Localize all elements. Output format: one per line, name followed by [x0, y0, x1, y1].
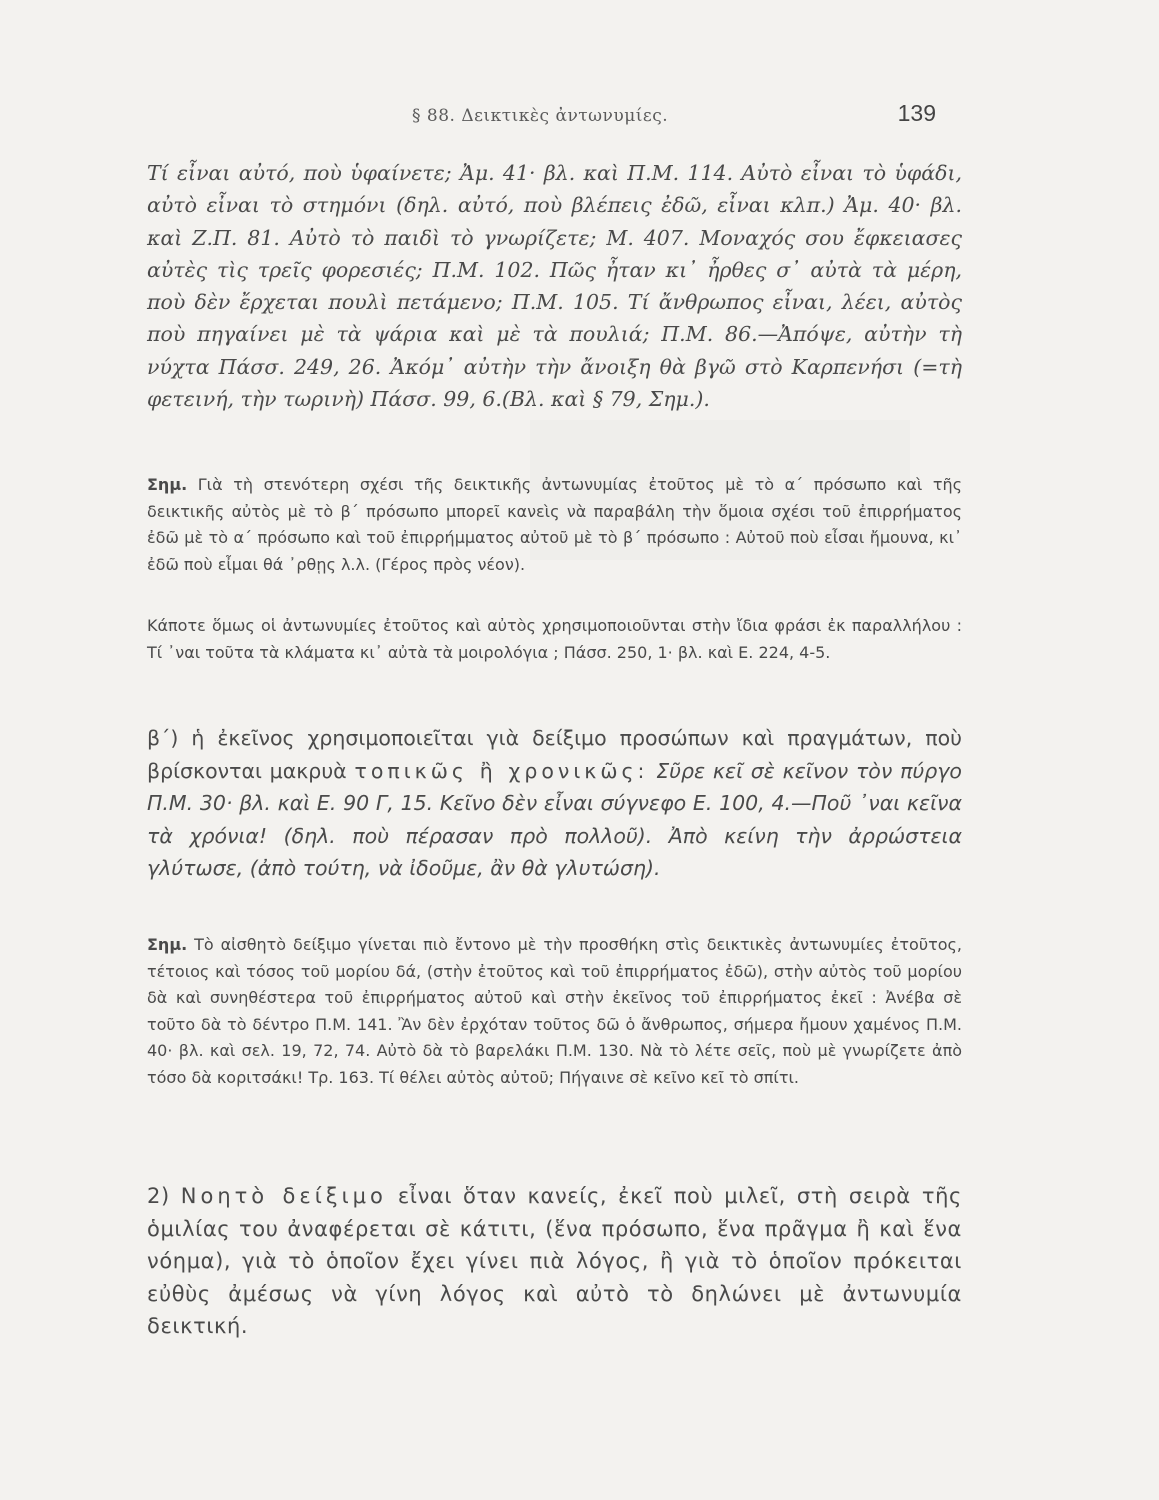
note-paragraph-1: [147, 472, 962, 612]
section-b-paragraph: [147, 722, 962, 917]
section-b-lead: β΄) ἡ ἐκεῖνος χρησιμοποιεῖται γιὰ δείξιμο προσώπων καὶ πραγμάτων, ποὺ βρίσκονται μακρυὰ: [147, 726, 962, 783]
section-2-paragraph: [147, 1180, 962, 1340]
note-text: Γιὰ τὴ στενότερη σχέσι τῆς δεικτικῆς ἀντωνυμίας ἐτοῦτος μὲ τὸ α΄ πρόσωπο καὶ τῆς δεικτικῆς αὐτὸς μὲ τὸ β΄ πρόσωπο μπορεῖ κανεὶς νὰ παραβάλη τὴν ὅμοια σχέσι τοῦ ἐπιρρήματος ἐδῶ μὲ τὸ α΄ πρόσωπο καὶ τοῦ ἐπιρρήμματος αὐτοῦ μὲ τὸ β΄ πρόσωπο : Αὐτοῦ ποὺ εἶσαι ἤμουνα, κι᾿ ἐδῶ ποὺ εἶμαι θά ᾿ρθῃς λ.λ. (Γέρος πρὸς νέον).: [147, 475, 962, 574]
note-label-2: Σημ.: [147, 935, 188, 954]
section-2-lead: 2): [147, 1184, 170, 1208]
page-number: 139: [897, 100, 936, 126]
running-header: [162, 100, 962, 134]
section-2-text: εἶναι ὅταν κανείς, ἐκεῖ ποὺ μιλεῖ, στὴ σειρὰ τῆς ὁμιλίας του ἀναφέρεται σὲ κάτιτι, (ἕνα πρόσωπο, ἕνα πρᾶγμα ἢ καὶ ἕνα νόημα), γιὰ τὸ ὁποῖον ἔχει γίνει πιὰ λόγος, ἢ γιὰ τὸ ὁποῖον πρόκειται εὐθὺς ἀμέσως νὰ γίνη λόγος καὶ αὐτὸ τὸ δηλώνει μὲ ἀντωνυμία δεικτική.: [147, 1184, 962, 1338]
note-paragraph-2: [147, 932, 962, 1147]
note-paragraph-1b: Κάποτε ὅμως οἱ ἀντωνυμίες ἐτοῦτος καὶ αὐτὸς χρησιμοποιοῦνται στὴν ἴδια φράσι ἐκ παραλλήλου : Τί ᾿ναι τοῦτα τὰ κλάματα κι᾿ αὐτὰ τὰ μοιρολόγια ; Πάσσ. 250, 1· βλ. καὶ Ε. 224, 4-5.: [147, 616, 962, 662]
section-b-examples: Σῦρε κεῖ σὲ κεῖνον τὸν πύργο Π.Μ. 30· βλ. καὶ Ε. 90 Γ, 15. Κεῖνο δὲν εἶναι σύγνεφο Ε. 100, 4.—Ποῦ ᾿ναι κεῖνα τὰ χρόνια! (δηλ. ποὺ πέρασαν πρὸ πολλοῦ). Ἀπὸ κείνη τὴν ἀρρώστεια γλύτωσε, (ἀπὸ τούτη, νὰ ἰδοῦμε, ἂν θὰ γλυτώση).: [147, 758, 962, 880]
note-label: Σημ.: [147, 475, 188, 494]
section-title: § 88. Δεικτικὲς ἀντωνυμίες.: [412, 106, 669, 126]
examples-paragraph: Τί εἶναι αὐτό, ποὺ ὑφαίνετε; Ἀμ. 41· βλ. καὶ Π.Μ. 114. Αὐτὸ εἶναι τὸ ὑφάδι, αὐτὸ εἶναι τὸ στημόνι (δηλ. αὐτό, ποὺ βλέπεις ἐδῶ, εἶναι κλπ.) Ἀμ. 40· βλ. καὶ Ζ.Π. 81. Αὐτὸ τὸ παιδὶ τὸ γνωρίζετε; Μ. 407. Μοναχός σου ἔφκειασες αὐτὲς τὶς τρεῖς φορεσιές; Π.Μ. 102. Πῶς ἦταν κι᾿ ἦρθες σ᾿ αὐτὰ τὰ μέρη, ποὺ δὲν ἔρχεται πουλὶ πετάμενο; Π.Μ. 105. Τί ἄνθρωπος εἶναι, λέει, αὐτὸς ποὺ πηγαίνει μὲ τὰ ψάρια καὶ μὲ τὰ πουλιά; Π.Μ. 86.—Ἀπόψε, αὐτὴν τὴ νύχτα Πάσσ. 249, 26. Ἀκόμ᾿ αὐτὴν τὴν ἄνοιξη θὰ βγῶ στὸ Καρπενήσι (=τὴ φετεινή, τὴν τωρινὴ) Πάσσ. 99, 6.(Βλ. καὶ § 79, Σημ.).: [147, 161, 962, 412]
section-2-spaced: Νοητὸ δείξιμο: [180, 1184, 387, 1208]
note-text-2: Τὸ αἰσθητὸ δείξιμο γίνεται πιὸ ἔντονο μὲ τὴν προσθήκη στὶς δεικτικὲς ἀντωνυμίες ἐτοῦτος, τέτοιος καὶ τόσος τοῦ μορίου δά, (στὴν ἐτοῦτος καὶ τοῦ ἐπιρρήματος ἐδῶ), στὴν αὐτὸς τοῦ μορίου δὰ καὶ συνηθέστερα τοῦ ἐπιρρήματος αὐτοῦ καὶ στὴν ἐκεῖνος τοῦ ἐπιρρήματος ἐκεῖ : Ἀνέβα σὲ τοῦτο δὰ τὸ δέντρο Π.Μ. 141. Ἂν δὲν ἐρχόταν τοῦτος δῶ ὁ ἄνθρωπος, σήμερα ἤμουν χαμένος Π.Μ. 40· βλ. καὶ σελ. 19, 72, 74. Αὐτὸ δὰ τὸ βαρελάκι Π.Μ. 130. Νὰ τὸ λέτε σεῖς, ποὺ μὲ γνωρίζετε ἀπὸ τόσο δὰ κοριτσάκι! Τρ. 163. Τί θέλει αὐτὸς αὐτοῦ; Πήγαινε σὲ κεῖνο κεῖ τὸ σπίτι.: [147, 935, 962, 1087]
section-b-spaced: τοπικῶς ἢ χρονικῶς:: [354, 758, 649, 783]
